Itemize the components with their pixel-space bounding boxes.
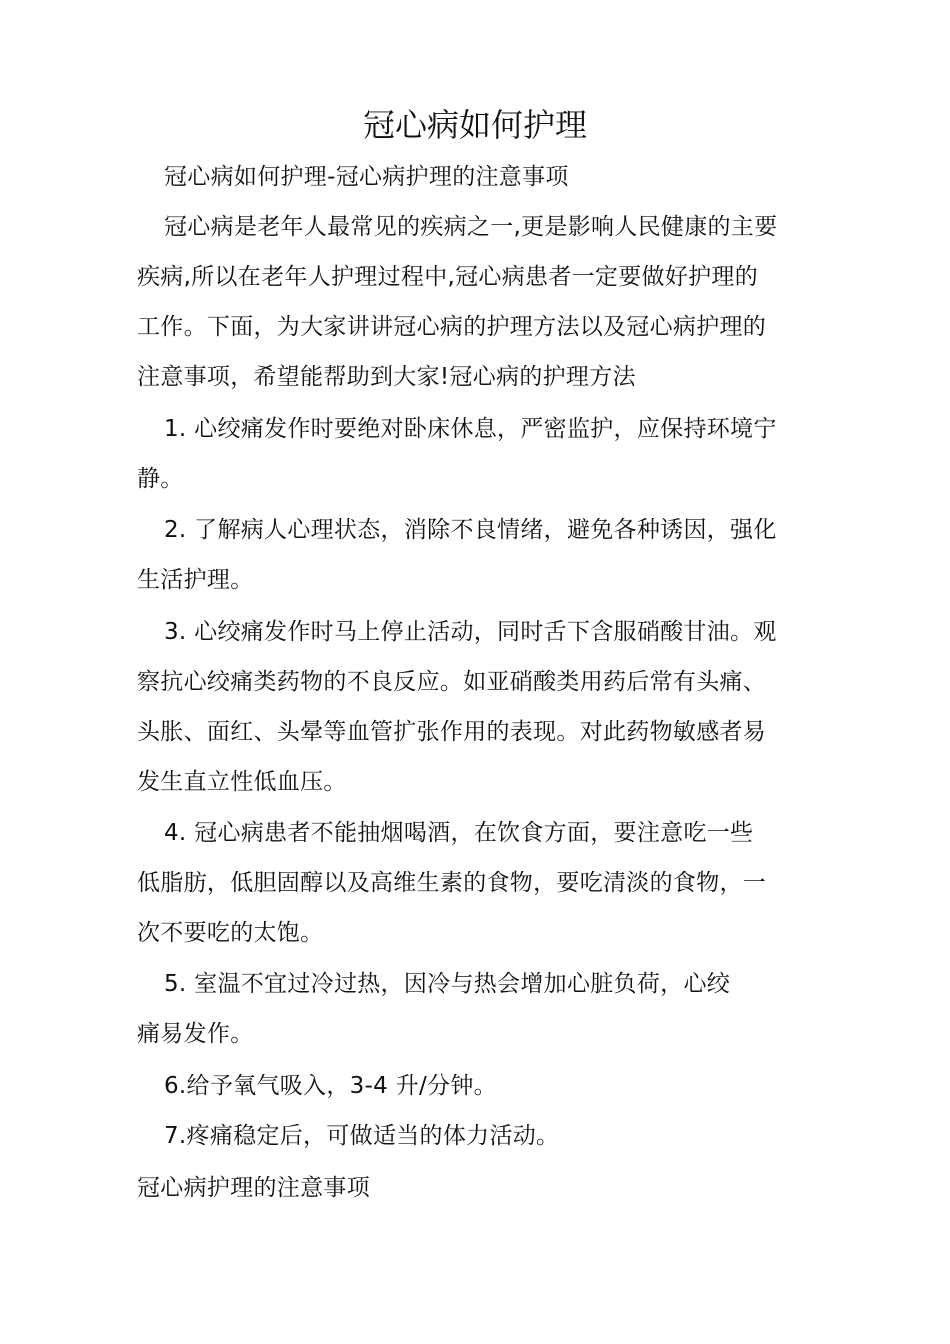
list-item-3-line: 头胀、面红、头晕等血管扩张作用的表现。对此药物敏感者易 — [137, 719, 767, 745]
intro-line: 工作。下面，为大家讲讲冠心病的护理方法以及冠心病护理的 — [137, 314, 767, 340]
list-item-6-line: 6.给予氧气吸入，3-4 升/分钟。 — [164, 1073, 497, 1099]
list-item-4-line: 低脂肪，低胆固醇以及高维生素的食物，要吃清淡的食物，一 — [137, 870, 767, 896]
list-item-5-line: 5. 室温不宜过冷过热，因冷与热会增加心脏负荷，心绞 — [164, 971, 731, 997]
list-item-2-line: 2. 了解病人心理状态，消除不良情绪，避免各种诱因，强化 — [164, 517, 777, 543]
intro-line: 疾病,所以在老年人护理过程中,冠心病患者一定要做好护理的 — [137, 264, 759, 290]
document-subtitle: 冠心病如何护理-冠心病护理的注意事项 — [164, 164, 569, 190]
list-item-3-line: 察抗心绞痛类药物的不良反应。如亚硝酸类用药后常有头痛、 — [137, 669, 767, 695]
list-item-4-line: 次不要吃的太饱。 — [137, 920, 324, 946]
list-item-5-line: 痛易发作。 — [137, 1021, 254, 1047]
list-item-7-line: 7.疼痛稳定后，可做适当的体力活动。 — [164, 1123, 560, 1149]
list-item-1-line: 1. 心绞痛发作时要绝对卧床休息，严密监护，应保持环境宁 — [164, 416, 777, 442]
intro-line: 冠心病是老年人最常见的疾病之一,更是影响人民健康的主要 — [164, 214, 778, 240]
intro-line: 注意事项，希望能帮助到大家!冠心病的护理方法 — [137, 364, 636, 390]
list-item-3-line: 3. 心绞痛发作时马上停止活动，同时舌下含服硝酸甘油。观 — [164, 619, 777, 645]
list-item-1-line: 静。 — [137, 466, 184, 492]
list-item-2-line: 生活护理。 — [137, 567, 254, 593]
list-item-4-line: 4. 冠心病患者不能抽烟喝酒，在饮食方面，要注意吃一些 — [164, 820, 754, 846]
document-title: 冠心病如何护理 — [362, 106, 587, 144]
section-heading: 冠心病护理的注意事项 — [137, 1175, 370, 1201]
list-item-3-line: 发生直立性低血压。 — [137, 769, 347, 795]
